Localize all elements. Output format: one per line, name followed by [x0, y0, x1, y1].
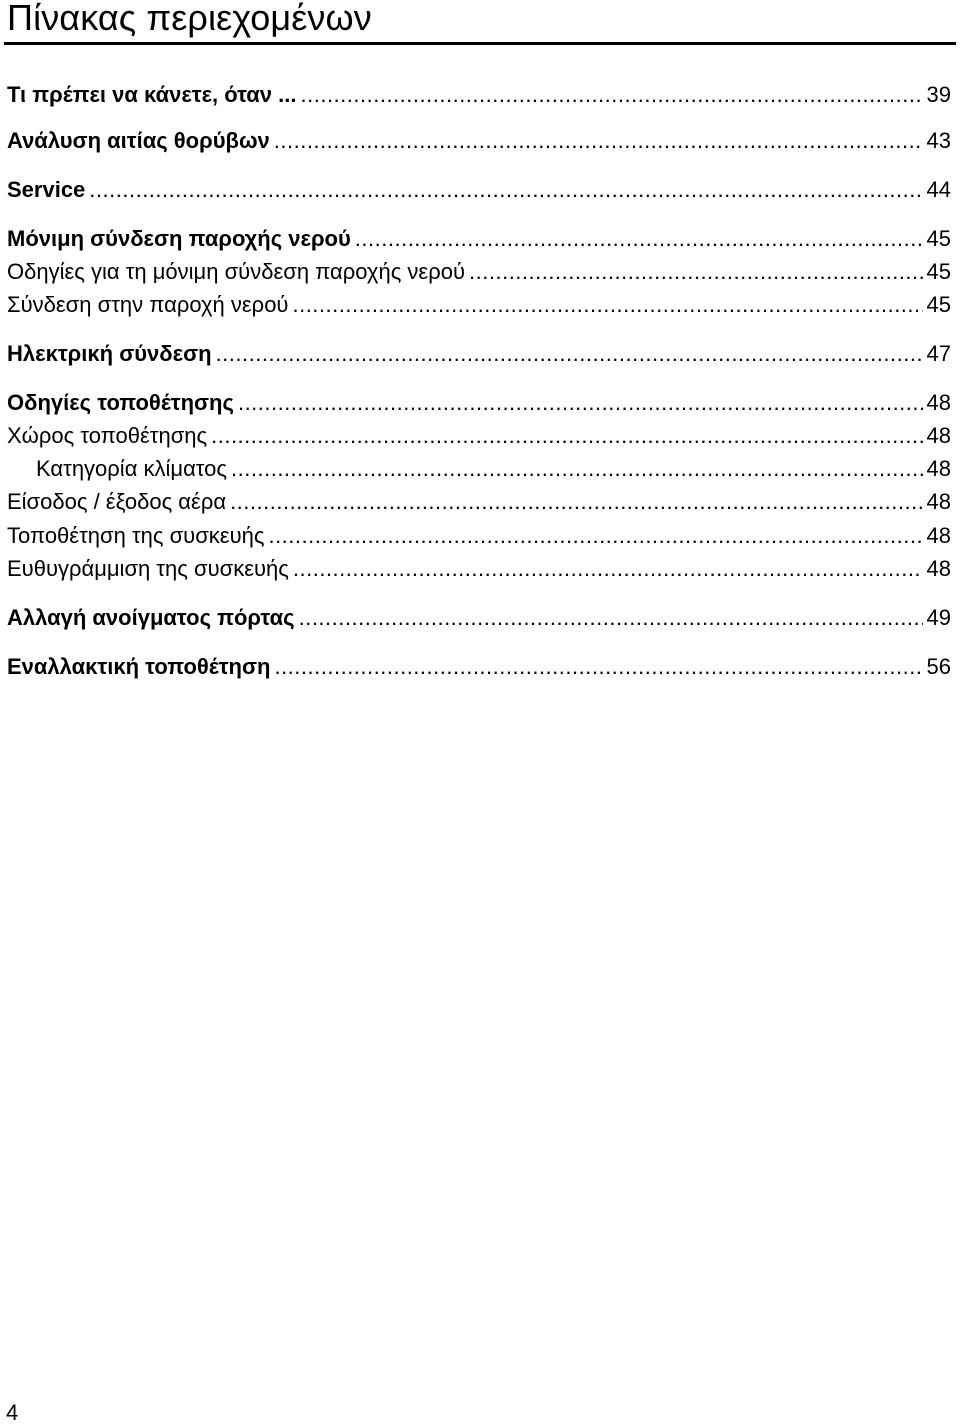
toc-entry[interactable] [7, 487, 951, 517]
toc-entry-page: 44 [926, 177, 951, 202]
toc-entry-label: Χώρος τοποθέτησης [7, 423, 208, 448]
toc-dot-leader [274, 652, 922, 682]
toc-entry-page: 48 [926, 556, 951, 581]
toc-entry-label: Ηλεκτρική σύνδεση [7, 341, 212, 366]
toc-entry[interactable] [7, 224, 951, 254]
toc-dot-leader [268, 521, 922, 551]
toc-entry-label: Τι πρέπει να κάνετε, όταν ... [7, 82, 297, 107]
toc-entry[interactable] [7, 339, 951, 369]
toc-entry-page: 45 [926, 226, 951, 251]
toc-dot-leader [89, 175, 922, 205]
toc-dot-leader [216, 339, 923, 369]
toc-entry-label: Οδηγίες για τη μόνιμη σύνδεση παροχής νερού [7, 259, 466, 284]
toc-entry-page: 56 [926, 654, 951, 679]
title-rule [4, 42, 956, 45]
page-title: Πίνακας περιεχομένων [7, 0, 372, 38]
toc-entry[interactable] [7, 554, 951, 584]
toc-entry-label: Οδηγίες τοποθέτησης [7, 390, 234, 415]
toc-entry-page: 48 [926, 523, 951, 548]
toc-entry[interactable] [7, 421, 951, 451]
toc-dot-leader [299, 603, 923, 633]
toc-dot-leader [238, 388, 923, 418]
toc-entry-page: 48 [926, 489, 951, 514]
toc-entry[interactable] [7, 521, 951, 551]
toc-dot-leader [274, 126, 923, 156]
page-number: 4 [6, 1400, 19, 1425]
toc-dot-leader [230, 487, 922, 517]
toc-entry[interactable] [7, 80, 951, 110]
toc-entry-page: 48 [926, 390, 951, 415]
toc-entry-page: 48 [926, 456, 951, 481]
toc-entry-label: Τοποθέτηση της συσκευής [7, 523, 265, 548]
toc-entry[interactable] [7, 290, 951, 320]
toc-entry-label: Είσοδος / έξοδος αέρα [7, 489, 227, 514]
toc-entry-label: Ευθυγράμμιση της συσκευής [7, 556, 289, 581]
toc-entry-page: 43 [926, 128, 951, 153]
toc-entry[interactable] [7, 388, 951, 418]
toc-entry[interactable] [7, 175, 951, 205]
toc-entry-label: Εναλλακτική τοποθέτηση [7, 654, 271, 679]
toc-dot-leader [469, 257, 923, 287]
toc-entry-page: 39 [926, 82, 951, 107]
toc-entry-label: Κατηγορία κλίματος [36, 456, 228, 481]
toc-entry[interactable] [7, 257, 951, 287]
toc-entry-page: 49 [926, 605, 951, 630]
toc-entry[interactable] [36, 454, 951, 484]
toc-entry-page: 48 [926, 423, 951, 448]
toc-entry[interactable] [7, 126, 951, 156]
toc-entry-page: 45 [926, 259, 951, 284]
toc-entry[interactable] [7, 652, 951, 682]
toc-entry-page: 45 [926, 292, 951, 317]
toc-entry-label: Ανάλυση αιτίας θορύβων [7, 128, 270, 153]
toc-entry-label: Μόνιμη σύνδεση παροχής νερού [7, 226, 351, 251]
toc-dot-leader [355, 224, 923, 254]
toc-dot-leader [211, 421, 922, 451]
toc-dot-leader [292, 290, 922, 320]
toc-entry-label: Service [7, 177, 86, 202]
toc-entry-label: Αλλαγή ανοίγματος πόρτας [7, 605, 295, 630]
toc-dot-leader [301, 80, 923, 110]
toc-entry[interactable] [7, 603, 951, 633]
toc-dot-leader [293, 554, 923, 584]
toc-entry-label: Σύνδεση στην παροχή νερού [7, 292, 289, 317]
toc-entry-page: 47 [926, 341, 951, 366]
toc-dot-leader [231, 454, 922, 484]
